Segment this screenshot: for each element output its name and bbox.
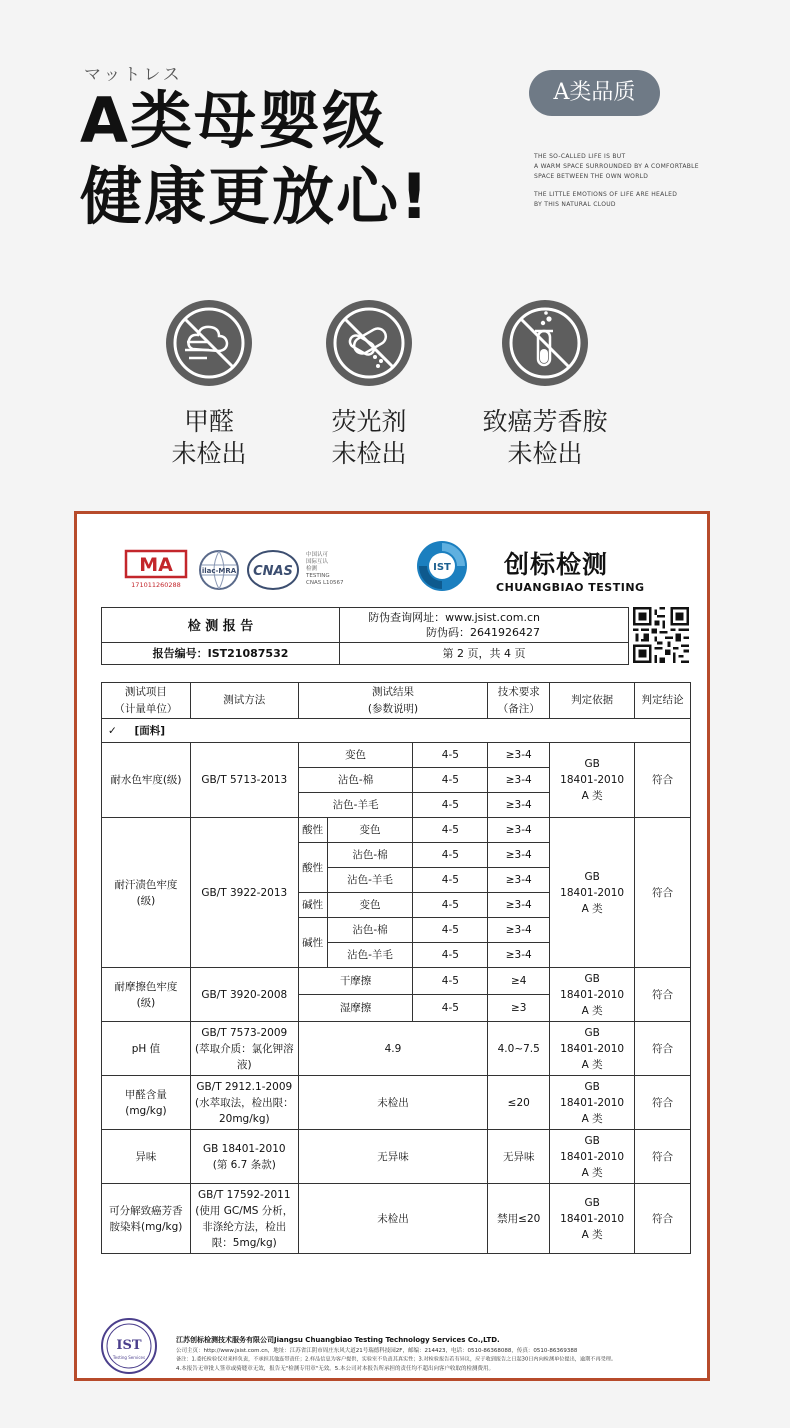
ist-logo-text: IST (433, 562, 451, 573)
test-results-table (101, 682, 691, 1254)
report-title: 检 测 报 告 (102, 608, 340, 643)
tagline-4: THE LITTLE EMOTIONS OF LIFE ARE HEALED (534, 191, 678, 198)
table-row: 沾色-棉 4-5 ≥3-4 (102, 768, 691, 793)
tagline-1: THE SO-CALLED LIFE IS BUT (534, 153, 626, 160)
col-basis: 判定依据 (550, 683, 635, 719)
table-header-row (102, 683, 691, 719)
cnas-accreditation-text: 中国认可 国际互认 检测 TESTING CNAS L10567 (306, 552, 344, 586)
section-label: [面料] (134, 724, 166, 737)
table-row: 耐水色牢度(级) GB/T 5713-2013 变色 4-5 ≥3-4 GB 18401-2010 A 类 符合 (102, 743, 691, 768)
footer-contact: 公司主页：http://www.jsist.com.cn，地址：江苏省江阴市周庄东风大道21号瑞德科技园2F，邮编：214423，电话：0510-86368088，传真：0510-86369388 (176, 1348, 578, 1354)
cma-number: 171011260288 (131, 581, 181, 589)
subtitle-kana: マットレス (84, 65, 183, 85)
col-requirement: 技术要求 （备注） (488, 683, 550, 719)
quality-badge: A类品质 (529, 70, 660, 116)
verify-info: 防伪查询网址：www.jsist.com.cn 防伪码：2641926427 (340, 608, 629, 643)
ilac-text: ilac-MRA (201, 567, 237, 575)
ist-brand-logo (415, 539, 469, 593)
seal-subtext: Testing Services (112, 1355, 146, 1360)
col-result: 测试结果 (参数说明) (298, 683, 488, 719)
table-row: 碱性 变色 4-5 ≥3-4 (102, 893, 691, 918)
table-row: 异味 GB 18401-2010 (第 6.7 条款) 无异味 无异味 GB 18401-2010 A 类 符合 (102, 1130, 691, 1184)
no-fluorescent-agent-icon (323, 297, 415, 389)
no-carcinogenic-amine-icon (499, 297, 591, 389)
headline-line-1: A类母婴级 (80, 84, 386, 157)
footer-company: 江苏创标检测技术服务有限公司Jiangsu Chuangbiao Testing Technology Services Co.,LTD. (176, 1336, 500, 1344)
table-row: 可分解致癌芳香 胺染料(mg/kg) GB/T 17592-2011 (使用 GC/MS 分析， 非涤纶方法，检出 限：5mg/kg) 未检出 禁用≤20 GB 18401-2010 A 类 符合 (102, 1184, 691, 1254)
table-row: pH 值 GB/T 7573-2009 (萃取介质：氯化钾溶 液) 4.9 4.0~7.5 GB 18401-2010 A 类 符合 (102, 1022, 691, 1076)
table-row: 耐摩擦色牢度 (级) GB/T 3920-2008 干摩擦 4-5 ≥4 GB 18401-2010 A 类 符合 (102, 968, 691, 995)
ilac-mra-logo (198, 549, 240, 591)
table-row: 沾色-羊毛 4-5 ≥3-4 (102, 868, 691, 893)
brand-name-en: CHUANGBIAO TESTING (496, 581, 645, 594)
col-item: 测试项目 （计量单位） (102, 683, 191, 719)
feature-amine-label: 致癌芳香胺 未检出 (482, 407, 608, 468)
report-header-table (101, 607, 629, 665)
table-row: 湿摩擦 4-5 ≥3 (102, 995, 691, 1022)
footer-disclaimer: 4.本报告无审批人签章或骑缝章无效，报告无"检测专用章"无效。5.本公司对本报告所承担的责任均不超出向客户收取的检测费用。 (176, 1366, 495, 1372)
section-row (102, 719, 691, 743)
table-row: 沾色-羊毛 4-5 ≥3-4 (102, 793, 691, 818)
table-row: 酸性 沾色-棉 4-5 ≥3-4 (102, 843, 691, 868)
tagline-2: A WARM SPACE SURROUNDED BY A COMFORTABLE (534, 163, 699, 170)
brand-name-cn: 创标检测 (504, 550, 609, 579)
col-conclusion: 判定结论 (635, 683, 691, 719)
headline-line-2: 健康更放心! (80, 160, 431, 233)
table-row: 甲醛含量 (mg/kg) GB/T 2912.1-2009 (水萃取法，检出限： 20mg/kg) 未检出 ≤20 GB 18401-2010 A 类 符合 (102, 1076, 691, 1130)
table-row: 碱性 沾色-棉 4-5 ≥3-4 (102, 918, 691, 943)
svg-text:MA: MA (139, 554, 173, 576)
cnas-logo (246, 549, 300, 591)
feature-formaldehyde-label: 甲醛 未检出 (171, 407, 247, 468)
tagline-5: BY THIS NATURAL CLOUD (534, 201, 616, 208)
feature-fluorescent-label: 荧光剂 未检出 (331, 407, 407, 468)
section-check-icon: ✓ (108, 724, 117, 737)
table-row: 沾色-羊毛 4-5 ≥3-4 (102, 943, 691, 968)
tagline-3: SPACE BETWEEN THE OWN WORLD (534, 173, 649, 180)
footer-remarks: 备注：1.委托检验仅对来样负责，不承担其他连带责任；2.样品信息为客户提供，实验室不负责其真实性；3.对检验报告若有异议，应于收到报告之日起30日内向检测单位提出，逾期不再受理。 (176, 1356, 617, 1363)
page-info: 第 2 页，共 4 页 (340, 642, 629, 664)
no-formaldehyde-icon (163, 297, 255, 389)
col-method: 测试方法 (190, 683, 298, 719)
seal-text: IST (116, 1338, 142, 1353)
ist-seal (100, 1317, 158, 1375)
report-number: 报告编号：IST21087532 (102, 642, 340, 664)
cnas-text: CNAS (253, 564, 293, 579)
table-row: 耐汗渍色牢度 (级) GB/T 3922-2013 酸性 变色 4-5 ≥3-4 GB 18401-2010 A 类 符合 (102, 818, 691, 843)
qr-code (633, 607, 689, 663)
cma-logo (124, 549, 188, 591)
